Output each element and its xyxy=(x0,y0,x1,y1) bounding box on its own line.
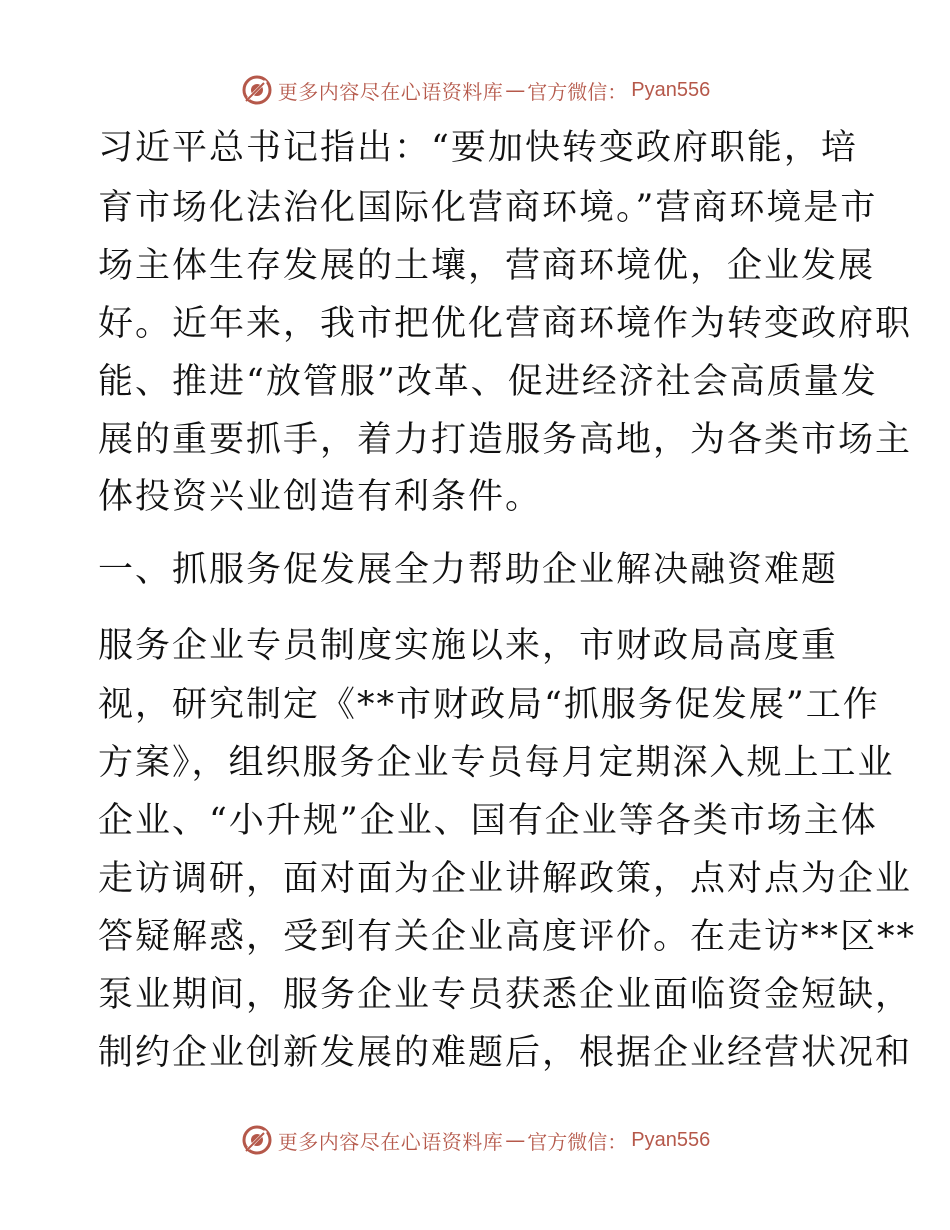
banner-text: 更多内容尽在心语资料库 xyxy=(277,79,504,104)
body-line: 视，研究制定《**市财政局“抓服务促发展”工作 xyxy=(98,685,880,725)
sun-quill-logo-icon xyxy=(240,1123,274,1157)
section-heading: 一、抓服务促发展全力帮助企业解决融资难题 xyxy=(98,550,839,590)
body-line: 服务企业专员制度实施以来，市财政局高度重 xyxy=(98,626,839,666)
footer-banner xyxy=(0,1122,950,1158)
body-line: 走访调研，面对面为企业讲解政策，点对点为企业 xyxy=(98,859,913,899)
intro-line: 展的重要抓手，着力打造服务高地，为各类市场主 xyxy=(98,420,913,460)
banner-wechat-label: 官方微信： xyxy=(527,79,628,104)
intro-line: 好。近年来，我市把优化营商环境作为转变政府职 xyxy=(98,304,913,344)
body-line: 制约企业创新发展的难题后，根据企业经营状况和 xyxy=(98,1033,913,1073)
body-line: 方案》，组织服务企业专员每月定期深入规上工业 xyxy=(98,743,895,783)
banner-text: 更多内容尽在心语资料库 xyxy=(277,1129,504,1154)
banner-wechat-id: Pyan556 xyxy=(631,1128,711,1151)
intro-line: 习近平总书记指出：“要加快转变政府职能，培 xyxy=(98,128,858,168)
intro-line: 体投资兴业创造有利条件。 xyxy=(98,477,543,517)
sun-quill-logo-icon xyxy=(240,73,274,107)
body-line: 泵业期间，服务企业专员获悉企业面临资金短缺， xyxy=(98,975,913,1015)
header-banner xyxy=(0,72,950,108)
intro-line: 场主体生存发展的土壤，营商环境优，企业发展 xyxy=(98,246,876,286)
banner-separator: — xyxy=(505,1128,526,1152)
banner-wechat-id: Pyan556 xyxy=(631,78,711,101)
intro-line: 能、推进“放管服”改革、促进经济社会高质量发 xyxy=(98,362,878,402)
intro-line: 育市场化法治化国际化营商环境。”营商环境是市 xyxy=(98,188,878,228)
banner-separator: — xyxy=(505,78,526,102)
body-line: 企业、“小升规”企业、国有企业等各类市场主体 xyxy=(98,801,878,841)
banner-wechat-label: 官方微信： xyxy=(527,1129,628,1154)
body-line: 答疑解惑，受到有关企业高度评价。在走访**区** xyxy=(98,917,917,957)
